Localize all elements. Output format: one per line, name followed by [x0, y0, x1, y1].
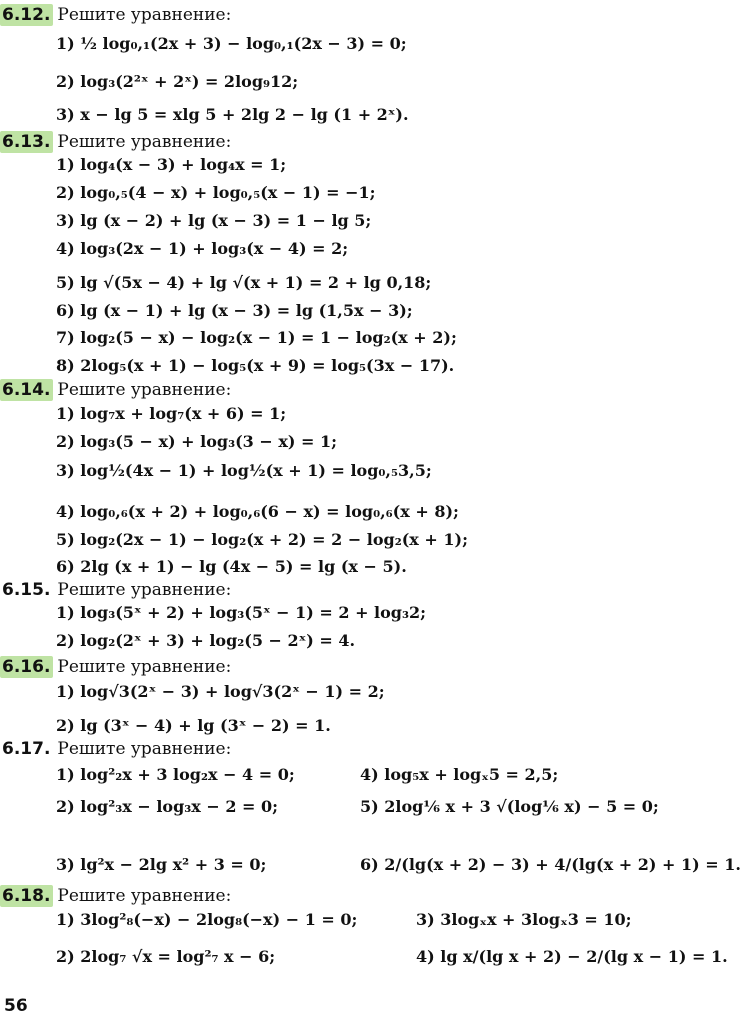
- problem-number: 6.18.: [0, 885, 53, 907]
- problem-header: [0, 738, 231, 764]
- page-number: 56: [4, 996, 28, 1016]
- problem-number: 6.17.: [2, 739, 51, 759]
- equation: 5) 2log⅙ x + 3 √(log⅙ x) − 5 = 0;: [360, 797, 659, 816]
- problem-number: 6.12.: [0, 4, 53, 26]
- problem-title: Решите уравнение:: [57, 580, 232, 600]
- problem-header: [0, 579, 231, 605]
- equation: 1) log₄(x − 3) + log₄x = 1;: [56, 155, 287, 174]
- equation: 2) log₀,₅(4 − x) + log₀,₅(x − 1) = −1;: [56, 183, 376, 202]
- equation: 1) ½ log₀,₁(2x + 3) − log₀,₁(2x − 3) = 0;: [56, 34, 407, 53]
- equation: 3) x − lg 5 = xlg 5 + 2lg 2 − lg (1 + 2ˣ).: [56, 105, 409, 124]
- equation: 2) 2log₇ √x = log²₇ x − 6;: [56, 947, 276, 966]
- problem-title: Решите уравнение:: [57, 886, 232, 906]
- problem-number: 6.15.: [2, 580, 51, 600]
- problem-number: 6.16.: [0, 656, 53, 678]
- problem-number: 6.13.: [0, 131, 53, 153]
- equation: 6) 2lg (x + 1) − lg (4x − 5) = lg (x − 5).: [56, 557, 407, 576]
- equation: 2) log₃(5 − x) + log₃(3 − x) = 1;: [56, 432, 338, 451]
- equation: 2) log²₃x − log₃x − 2 = 0;: [56, 797, 279, 816]
- equation: 2) log₂(2ˣ + 3) + log₂(5 − 2ˣ) = 4.: [56, 631, 356, 650]
- equation: 3) lg (x − 2) + lg (x − 3) = 1 − lg 5;: [56, 211, 372, 230]
- problem-header: [0, 131, 231, 157]
- problem-header: [0, 656, 231, 682]
- equation: 7) log₂(5 − x) − log₂(x − 1) = 1 − log₂(x + 2);: [56, 328, 457, 347]
- equation: 1) 3log²₈(−x) − 2log₈(−x) − 1 = 0;: [56, 910, 358, 929]
- problem-title: Решите уравнение:: [57, 380, 232, 400]
- equation: 3) 3logₓx + 3logₓ3 = 10;: [416, 910, 632, 929]
- equation: 1) log²₂x + 3 log₂x − 4 = 0;: [56, 765, 295, 784]
- equation: 1) log₃(5ˣ + 2) + log₃(5ˣ − 1) = 2 + log₃2;: [56, 603, 427, 622]
- equation: 3) lg²x − 2lg x² + 3 = 0;: [56, 855, 267, 874]
- equation: 5) log₂(2x − 1) − log₂(x + 2) = 2 − log₂(x + 1);: [56, 530, 468, 549]
- equation: 5) lg √(5x − 4) + lg √(x + 1) = 2 + lg 0,18;: [56, 273, 432, 292]
- problem-title: Решите уравнение:: [57, 657, 232, 677]
- equation: 4) log₅x + logₓ5 = 2,5;: [360, 765, 559, 784]
- problem-header: [0, 885, 231, 911]
- equation: 2) log₃(2²ˣ + 2ˣ) = 2log₉12;: [56, 72, 299, 91]
- problem-title: Решите уравнение:: [57, 5, 232, 25]
- problem-number: 6.14.: [0, 379, 53, 401]
- equation: 1) log√3(2ˣ − 3) + log√3(2ˣ − 1) = 2;: [56, 682, 385, 701]
- equation: 4) log₀,₆(x + 2) + log₀,₆(6 − x) = log₀,₆(x + 8);: [56, 502, 459, 521]
- equation: 4) lg x/(lg x + 2) − 2/(lg x − 1) = 1.: [416, 947, 728, 966]
- problem-title: Решите уравнение:: [57, 739, 232, 759]
- problem-header: [0, 379, 231, 405]
- equation: 3) log½(4x − 1) + log½(x + 1) = log₀,₅3,5;: [56, 461, 432, 480]
- equation: 8) 2log₅(x + 1) − log₅(x + 9) = log₅(3x − 17).: [56, 356, 455, 375]
- equation: 2) lg (3ˣ − 4) + lg (3ˣ − 2) = 1.: [56, 716, 331, 735]
- problem-title: Решите уравнение:: [57, 132, 232, 152]
- equation: 6) 2/(lg(x + 2) − 3) + 4/(lg(x + 2) + 1) = 1.: [360, 855, 741, 874]
- equation: 1) log₇x + log₇(x + 6) = 1;: [56, 404, 287, 423]
- problem-header: [0, 4, 231, 30]
- equation: 4) log₃(2x − 1) + log₃(x − 4) = 2;: [56, 239, 349, 258]
- equation: 6) lg (x − 1) + lg (x − 3) = lg (1,5x − 3);: [56, 301, 413, 320]
